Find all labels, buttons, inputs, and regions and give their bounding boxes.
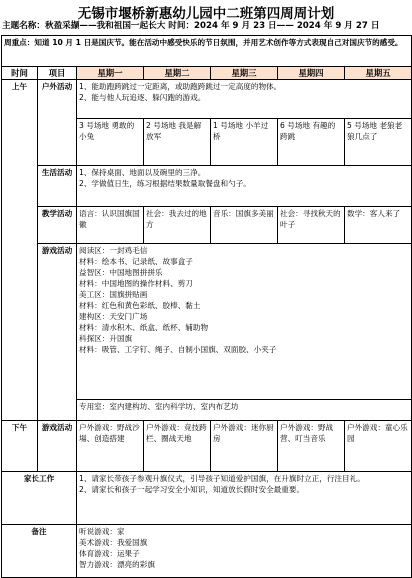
life-goals: [77, 166, 412, 207]
afternoon-day-1: [77, 421, 144, 472]
teaching-day-2-text: 社会：我去过的地方: [146, 209, 207, 229]
parents-line-1: 1、请家长带孩子参观升旗仪式，引导孩子知道爱护国旗，在升旗时立正，行注目礼。: [79, 474, 365, 483]
outdoor-day-5-text: 5 号场地 老狼老狼几点了: [347, 121, 403, 141]
life-goal-1: 1、保持桌面、地面以及碗里的三净。: [79, 168, 206, 177]
outdoor-goal-1: 1、能助跑跨跳过一定距离，或助跑跨跳过一定高度的物体。: [79, 82, 282, 91]
games-line-4: 材料：中国地图的操作材料、剪刀: [79, 279, 193, 288]
notes-label: 备注: [2, 525, 77, 578]
games-label: 游戏活动: [38, 244, 77, 421]
teaching-day-4: [278, 207, 345, 244]
header-day-2: 星期二: [144, 67, 211, 80]
afternoon-day-3-text: 户外游戏：迷你厨房: [213, 423, 274, 443]
life-label: 生活活动: [38, 166, 77, 207]
afternoon-games-label: 游戏活动: [38, 421, 77, 472]
parents-row: [2, 472, 412, 525]
teaching-label: 教学活动: [38, 207, 77, 244]
notes-content: [77, 525, 412, 578]
afternoon-day-4-text: 户外游戏：野战营、叮当音乐: [280, 423, 334, 443]
outdoor-day-2-text: 2 号场地 我是解放军: [146, 121, 202, 141]
games-line-9: 科探区：升国旗: [79, 334, 133, 343]
games-content: [77, 244, 412, 400]
afternoon-day-4: [278, 421, 345, 472]
teaching-day-5-text: 数学：客人来了: [347, 209, 401, 218]
life-row: [2, 166, 412, 207]
teaching-day-1-text: 语言：认识国旗国徽: [79, 209, 140, 229]
notes-line-2: 美术游戏：我爱国旗: [79, 538, 148, 547]
weekly-goals: 周重点：知道 10 月 1 日是国庆节。能在活动中感受快乐的节日氛围，并用艺术创作等方式表现自己对国庆节的感受。: [2, 36, 412, 67]
afternoon-day-2-text: 户外游戏：竞技跨栏、圈战天地: [146, 423, 207, 443]
outdoor-day-4: [278, 119, 345, 166]
afternoon-day-1-text: 户外游戏：野战沙場、创造搭建: [79, 423, 140, 443]
outdoor-day-1-text: 3 号场地 勇敢的小兔: [79, 121, 135, 141]
outdoor-day-3: [211, 119, 278, 166]
header-day-1: 星期一: [77, 67, 144, 80]
notes-row: [2, 525, 412, 578]
header-item: 项目: [38, 67, 77, 80]
teaching-row: [2, 207, 412, 244]
parents-content: [77, 472, 412, 525]
teaching-day-4-text: 社会：寻找秋天的叶子: [280, 209, 341, 229]
life-goal-2: 2、学做值日生，练习根据结果数量取餐盘和勺子。: [79, 179, 251, 188]
header-day-4: 星期四: [278, 67, 345, 80]
plan-table: [1, 35, 412, 578]
games-line-3: 益智区：中国地图拼拼乐: [79, 268, 163, 277]
teaching-day-2: [144, 207, 211, 244]
games-line-2: 材料：绘本书、记录纸、故事盒子: [79, 257, 193, 266]
outdoor-goal-2: 2、能与他人玩追逐、躲闪跑的游戏。: [79, 93, 206, 102]
games-line-8: 材料：清水积木、纸盒、纸杯、辅助物: [79, 323, 209, 332]
outdoor-day-5: [345, 119, 412, 166]
notes-line-4: 智力游戏：漂亮的彩旗: [79, 560, 155, 569]
games-line-10: 材料：吸管、工字钉、绳子、自制小国旗、双面胶、小夹子: [79, 345, 277, 354]
teaching-day-1: [77, 207, 144, 244]
games-row: [2, 244, 412, 400]
games-line-7: 建构区：天安门广场: [79, 312, 148, 321]
header-day-5: 星期五: [345, 67, 412, 80]
afternoon-day-2: [144, 421, 211, 472]
weekly-goals-row: [2, 36, 412, 67]
afternoon-day-5-text: 户外游戏：童心乐园: [347, 423, 408, 443]
document-title: 无锡市堰桥新惠幼儿园中二班第四周周计划: [77, 6, 335, 22]
teaching-day-3: [211, 207, 278, 244]
afternoon-label: 下午: [2, 421, 38, 472]
outdoor-goals-row: [2, 80, 412, 119]
teaching-day-5: [345, 207, 412, 244]
parents-line-2: 2、请家长和孩子一起学习安全小知识，知道放长假时安全最重要。: [79, 485, 305, 494]
header-row: [2, 67, 412, 80]
notes-line-3: 体育游戏：运果子: [79, 549, 140, 558]
games-line-1: 阅读区：一封鸡毛信: [79, 246, 148, 255]
header-day-3: 星期三: [211, 67, 278, 80]
afternoon-day-3: [211, 421, 278, 472]
teaching-day-3-text: 音乐：国旗多美丽: [213, 209, 274, 218]
games-line-5: 美工区：国旗拼贴画: [79, 290, 148, 299]
afternoon-row: [2, 421, 412, 472]
games-line-11: 专用室：室内建构坊、室内科学坊、室内布艺坊: [79, 402, 239, 411]
games-special-rooms: [77, 400, 412, 421]
outdoor-day-2: [144, 119, 211, 166]
outdoor-day-3-text: 1 号场地 小羊过桥: [213, 121, 269, 141]
games-line-6: 材料：红色和黄色彩纸、胶棒、黏土: [79, 301, 201, 310]
outdoor-day-4-text: 6 号场地 有趣的跨跳: [280, 121, 336, 141]
header-time: 时间: [2, 67, 38, 80]
afternoon-day-5: [345, 421, 412, 472]
outdoor-goals: [77, 80, 412, 119]
morning-label: 上午: [2, 80, 38, 421]
outdoor-label: 户外活动: [38, 80, 77, 166]
outdoor-day-1: [77, 119, 144, 166]
theme-line: 主题名称：秋盈采撷——我和祖国一起长大 时间：2024 年 9 月 23 日—— 2024 年 9 月 27 日: [2, 21, 380, 31]
parents-label: 家长工作: [2, 472, 77, 525]
notes-line-1: 听说游戏：家: [79, 527, 125, 536]
